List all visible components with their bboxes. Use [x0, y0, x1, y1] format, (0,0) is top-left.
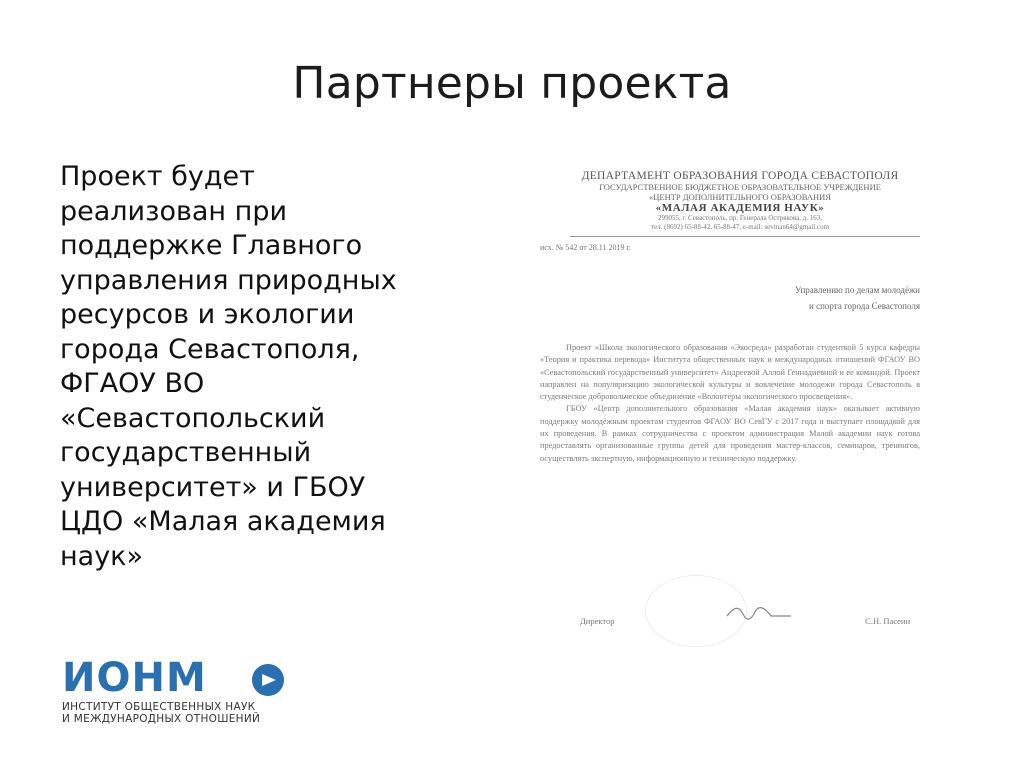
letter-paragraph-1: Проект «Школа экологического образования «Экосреда» разработан студенткой 5 курса кафедры «Теория и практика перевода» Института общественных наук и международных отношений ФГАОУ ВО «Севастопольский государственный университет» Андреевой Аллой Геннадиевной и ее командой. Проект направлен на популяризацию экологической культуры и вовлечение молодежи города Севастополь в студенческое добровольческое объединение «Волонтёры экологического просвещения».: [540, 343, 920, 402]
logo-subtitle-2: И МЕЖДУНАРОДНЫХ ОТНОШЕНИЙ: [62, 713, 261, 725]
body-text: Проект будет реализован при поддержке Главного управления природных ресурсов и экологии города Севастополя, ФГАОУ ВО «Севастопольский государственный университет» и ГБОУ ЦДО «Малая академия наук»: [60, 161, 397, 572]
logo-subtitle-1: ИНСТИТУТ ОБЩЕСТВЕННЫХ НАУК: [62, 701, 256, 713]
logo-wordmark: ИОНМ: [62, 655, 207, 701]
letter-reference: исх. № 542 от 28.11 2019 г.: [540, 243, 631, 252]
addressee-line-1: Управлению по делам молодёжи: [794, 285, 920, 295]
signer-name: С.Н. Пасеин: [865, 616, 910, 626]
letterhead-center: «ЦЕНТР ДОПОЛНИТЕЛЬНОГО ОБРАЗОВАНИЯ: [649, 192, 831, 202]
letter-addressee: [540, 282, 920, 314]
slide-title: Партнеры проекта: [292, 58, 732, 109]
letterhead: [560, 170, 920, 237]
letterhead-contacts: тел. (8692) 65-88-42, 65-88-47, e-mail: sevman64@gmail.com: [650, 223, 830, 231]
letterhead-department: ДЕПАРТАМЕНТ ОБРАЗОВАНИЯ ГОРОДА СЕВАСТОПОЛЯ: [581, 170, 899, 182]
addressee-line-2: и спорта города Севастополя: [809, 301, 920, 311]
letterhead-name: «МАЛАЯ АКАДЕМИЯ НАУК»: [655, 202, 825, 214]
letterhead-institution-type: ГОСУДАРСТВЕННОЕ БЮДЖЕТНОЕ ОБРАЗОВАТЕЛЬНОЕ УЧРЕЖДЕНИЕ: [599, 182, 881, 192]
signature-icon: [725, 602, 795, 624]
signer-title: Директор: [580, 616, 615, 626]
letter-paragraph-2: ГБОУ «Центр дополнительного образования «Малая академия наук» оказывает активную поддержку молодёжным проектам студентов ФГАОУ ВО СевГУ с 2017 года и выступает площадкой для их проведения. В рамках сотрудничества с проектом администрация Малой академии наук готова предоставлять организованные группы детей для проведения мастер-классов, семинаров, тренингов, осуществлять экспертную, информационную и техническую поддержку.: [540, 404, 920, 463]
ionmo-logo: [62, 655, 292, 728]
partner-letter-image: [540, 170, 920, 640]
logo-arrow-icon: [250, 662, 288, 698]
letterhead-divider: [570, 236, 920, 237]
letterhead-address: 299055, г. Севастополь, пр. Генерала Острякова, д. 163,: [657, 214, 823, 222]
